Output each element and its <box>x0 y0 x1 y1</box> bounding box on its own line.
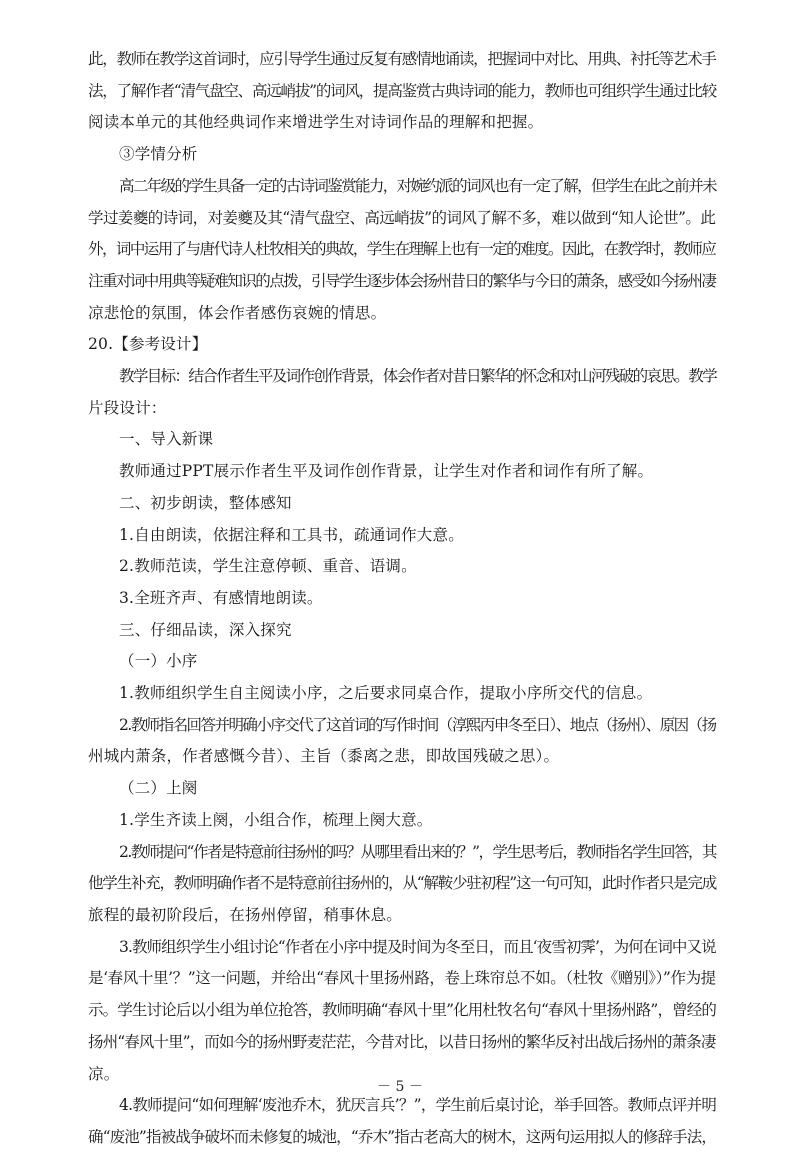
text-line: 州城内萧条，作者感慨今昔）、主旨（黍离之悲，即故国残破之思）。 <box>88 747 560 766</box>
text-line: 二、初步朗读，整体感知 <box>119 493 292 512</box>
paragraph <box>88 837 718 932</box>
text-line: 1.学生齐读上阕，小组合作，梳理上阕大意。 <box>119 810 433 829</box>
paragraph <box>88 361 718 424</box>
text-line: 确“废池”指被战争破坏而未修复的城池，“乔木”指古老高大的树木，这两句运用拟人的修辞手法， <box>88 1127 716 1146</box>
text-line: 旅程的最初阶段后，在扬州停留，稍事休息。 <box>88 905 403 924</box>
paragraph <box>88 329 718 361</box>
text-line: 示。学生讨论后以小组为单位抢答，教师明确“春风十里”化用杜牧名句“春风十里扬州路”，曾经的 <box>88 1001 716 1020</box>
paragraph <box>88 678 718 710</box>
text-line: 1.自由朗读，依据注释和工具书，疏通词作大意。 <box>119 525 464 544</box>
paragraph <box>88 615 718 647</box>
text-line: 三、仔细品读，深入探究 <box>119 620 292 639</box>
text-line: 教学目标：结合作者生平及词作创作背景，体会作者对昔日繁华的怀念和对山河残破的哀思。教学 <box>119 367 716 386</box>
text-line: 20.【参考设计】 <box>88 335 208 354</box>
paragraph <box>88 646 718 678</box>
paragraph <box>88 139 718 171</box>
text-line: （二）上阕 <box>119 779 198 798</box>
text-line: 2.教师提问“作者是特意前往扬州的吗？从哪里看出来的？”，学生思考后，教师指名学生回答，其 <box>119 842 716 861</box>
paragraph <box>88 171 718 330</box>
text-line: 凉。 <box>88 1064 120 1083</box>
paragraph <box>88 773 718 805</box>
text-line: 阅读本单元的其他经典词作来增进学生对诗词作品的理解和把握。 <box>88 113 544 132</box>
paragraph <box>88 520 718 552</box>
text-line: 学过姜夔的诗词，对姜夔及其“清气盘空、高远峭拔”的词风了解不多，难以做到“知人论世”。此 <box>88 208 716 227</box>
paragraph <box>88 456 718 488</box>
text-line: 凉悲怆的氛围，体会作者感伤哀婉的情思。 <box>88 303 387 322</box>
paragraph <box>88 710 718 773</box>
paragraph <box>88 551 718 583</box>
text-line: 注重对词中用典等疑难知识的点拨，引导学生逐步体会扬州昔日的繁华与今日的萧条，感受如今扬州凄 <box>88 271 716 290</box>
text-line: 一、导入新课 <box>119 430 214 449</box>
text-line: 2.教师范读，学生注意停顿、重音、语调。 <box>119 557 417 576</box>
text-line: 教师通过PPT展示作者生平及词作创作背景，让学生对作者和词作有所了解。 <box>119 462 654 481</box>
text-line: 此，教师在教学这首词时，应引导学生通过反复有感情地诵读，把握词中对比、用典、衬托等艺术手 <box>88 50 716 68</box>
document-body <box>88 44 718 1154</box>
paragraph <box>88 424 718 456</box>
text-line: 扬州“春风十里”，而如今的扬州野麦茫茫，今昔对比，以昔日扬州的繁华反衬出战后扬州的萧条凄 <box>88 1032 716 1051</box>
text-line: 是‘春风十里’？”这一问题，并给出“春风十里扬州路，卷上珠帘总不如。（杜牧《赠别》）”作为提 <box>88 969 716 988</box>
text-line: （一）小序 <box>119 652 198 671</box>
text-line: 法，了解作者“清气盘空、高远峭拔”的词风，提高鉴赏古典诗词的能力，教师也可组织学生通过比较 <box>88 81 717 100</box>
paragraph <box>88 583 718 615</box>
text-line: 3.教师组织学生小组讨论“作者在小序中提及时间为冬至日，而且‘夜雪初霁’，为何在词中又说 <box>119 937 716 956</box>
text-line: 外，词中运用了与唐代诗人杜牧相关的典故，学生在理解上也有一定的难度。因此，在教学时，教师应 <box>88 240 716 259</box>
text-line: 片段设计： <box>88 398 167 417</box>
page-number: － 5 － <box>377 1079 423 1095</box>
text-line: 2.教师指名回答并明确小序交代了这首词的写作时间（淳熙丙申冬至日）、地点（扬州）、原因（扬 <box>119 715 716 734</box>
text-line: ③学情分析 <box>119 145 198 164</box>
paragraph <box>88 805 718 837</box>
paragraph <box>88 1090 718 1153</box>
text-line: 他学生补充，教师明确作者不是特意前往扬州的，从“解鞍少驻初程”这一句可知，此时作者只是完成 <box>88 874 717 893</box>
text-line: 高二年级的学生具备一定的古诗词鉴赏能力，对婉约派的词风也有一定了解，但学生在此之前并未 <box>119 176 716 195</box>
paragraph <box>88 44 718 139</box>
paragraph <box>88 932 718 1091</box>
text-line: 1.教师组织学生自主阅读小序，之后要求同桌合作，提取小序所交代的信息。 <box>119 684 653 703</box>
text-line: 4.教师提问“如何理解‘废池乔木，犹厌言兵’？”，学生前后桌讨论，举手回答。教师点评并明 <box>119 1096 717 1115</box>
paragraph <box>88 488 718 520</box>
text-line: 3.全班齐声、有感情地朗读。 <box>119 588 323 607</box>
